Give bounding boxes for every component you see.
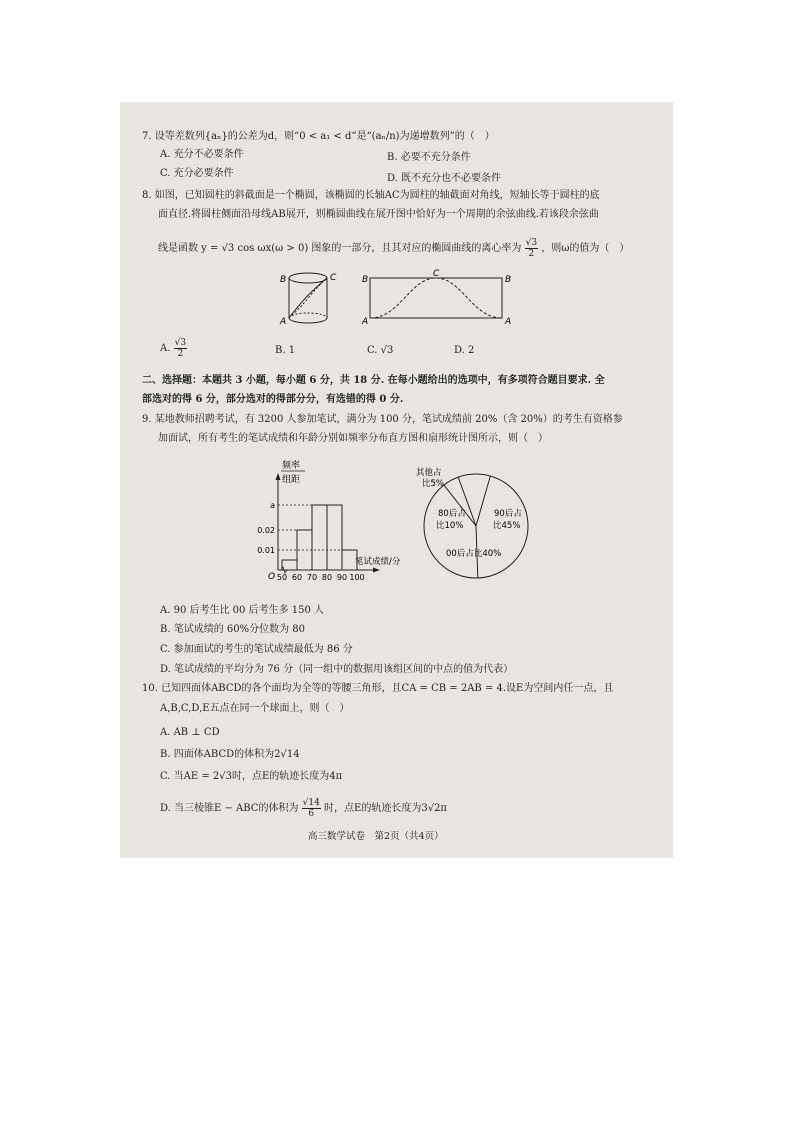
pie-slice-boundary: [444, 485, 476, 526]
cyl-label-c: C: [330, 273, 337, 283]
exam-page: [120, 102, 673, 858]
q8-line2: 面直径.将圆柱侧面沿母线AB展开，则椭圆曲线在展开图中恰好为一个周期的余弦曲线.若该段余弦曲: [158, 209, 599, 220]
q8-option-a-label: A.: [160, 343, 171, 354]
q10-option-d-num: √14: [302, 798, 320, 808]
q8-option-a-den: 2: [177, 349, 184, 359]
histogram-x-tick-label: 100: [349, 573, 365, 582]
q8-line3b: ，则ω的值为（ ）: [541, 243, 630, 254]
histogram-x-tick-label: 90: [336, 573, 348, 582]
q10-option-d: [160, 798, 447, 819]
q9-option-b: B. 笔试成绩的 60%分位数为 80: [160, 624, 306, 635]
q10-line2: A,B,C,D,E五点在同一个球面上，则（ ）: [160, 703, 350, 714]
histogram-bar: [327, 505, 342, 570]
q10-option-c: C. 当AE = 2√3时，点E的轨迹长度为4π: [160, 771, 343, 782]
histogram-x-tick-label: 60: [291, 573, 303, 582]
histogram-ylabel-bottom: 组距: [282, 475, 301, 485]
q10-option-d-pre: D. 当三棱锥E − ABC的体积为: [160, 803, 299, 814]
section2-line1: 二、选择题：本题共 3 小题，每小题 6 分，共 18 分. 在每小题给出的选项中，有多项符合题目要求. 全: [142, 375, 605, 386]
q10-option-b: B. 四面体ABCD的体积为2√14: [160, 749, 300, 760]
q8-option-d: D. 2: [454, 345, 475, 356]
cyl-label-a: A: [280, 317, 287, 327]
q8-line3a: 线是函数 y = √3 cos ωx(ω > 0) 图象的一部分，且其对应的椭圆曲线的离心率为: [158, 243, 522, 254]
pie-label-90s: [493, 508, 522, 531]
x-axis-arrow: [373, 568, 380, 573]
histogram-guides: [278, 505, 342, 550]
q10-option-a: A. AB ⊥ CD: [160, 727, 220, 738]
histogram-x-tick-label: 50: [276, 573, 288, 582]
pie-label-other-line1: 其他占: [416, 468, 442, 478]
q9-line1: 9. 某地教师招聘考试，有 3200 人参加笔试，满分为 100 分，笔试成绩前 20%（含 20%）的考生有资格参: [142, 414, 623, 425]
q8-option-a-fraction: [174, 338, 187, 359]
pie-label-80s: [436, 508, 466, 531]
cylinder-figure: [289, 273, 327, 323]
page-footer: 高三数学试卷 第2页（共4页）: [308, 831, 444, 842]
histogram-y-tick-label: 0.02: [257, 526, 275, 535]
q7-option-a: A. 充分不必要条件: [160, 149, 244, 160]
histogram-y-tick-label: a: [270, 501, 275, 510]
histogram-x-tick-label: 70: [306, 573, 318, 582]
pie-label-other: [416, 467, 444, 489]
histogram-ylabel-top: 频率: [282, 461, 301, 471]
unroll-label-a-right: A: [505, 317, 512, 327]
pie-label-80s-line1: 80后占: [438, 509, 466, 519]
q8-eccentricity-fraction: [525, 238, 538, 259]
q8-frac-den: 2: [528, 249, 535, 259]
unroll-label-b-left: B: [362, 275, 369, 285]
histogram-origin: O: [268, 572, 276, 582]
histogram-bars: [282, 505, 357, 570]
q9-option-c: C. 参加面试的考生的笔试成绩最低为 86 分: [160, 644, 353, 655]
q7-option-d: D. 既不充分也不必要条件: [387, 173, 502, 184]
unroll-label-b-right: B: [505, 275, 512, 285]
section2-line2: 部选对的得 6 分，部分选对的得部分分，有选错的得 0 分.: [142, 394, 404, 405]
q8-line3: [158, 238, 629, 259]
q9-option-d: D. 笔试成绩的平均分为 76 分（同一组中的数据用该组区间的中点的值为代表）: [160, 664, 514, 675]
pie-label-90s-line2: 比45%: [493, 521, 521, 531]
q8-option-b: B. 1: [275, 345, 296, 356]
q7-option-c: C. 充分必要条件: [160, 168, 234, 179]
q8-option-c: C. √3: [367, 345, 394, 356]
q8-frac-num: √3: [525, 238, 538, 248]
pie-label-80s-line2: 比10%: [436, 521, 464, 531]
pie-label-00s: 00后占比40%: [446, 549, 502, 559]
pie-chart: [396, 458, 556, 584]
q9-line2: 加面试，所有考生的笔试成绩和年龄分别如频率分布直方图和扇形统计图所示，则（ ）: [158, 433, 548, 444]
q10-option-d-fraction: [302, 798, 321, 819]
q8-figure: [280, 268, 520, 330]
histogram-bar: [312, 505, 327, 570]
histogram-y-ticks: [257, 501, 275, 555]
q8-line1: 8. 如图，已知圆柱的斜截面是一个椭圆，该椭圆的长轴AC为圆柱的轴截面对角线，短轴长等于圆柱的底: [142, 190, 600, 201]
histogram-x-ticks: [277, 573, 365, 582]
histogram-y-tick-label: 0.01: [257, 546, 275, 555]
unrolled-figure: [370, 278, 502, 318]
q7-stem: 7. 设等差数列{aₙ}的公差为d，则“0 < a₁ < d”是“(aₙ/n)为递增数列”的（ ）: [142, 131, 495, 142]
histogram-bar: [282, 560, 297, 570]
q8-option-a-num: √3: [174, 338, 187, 348]
pie-slice-boundary: [476, 476, 490, 526]
unroll-label-c: C: [433, 269, 440, 279]
q10-option-d-post: 时，点E的轨迹长度为3√2π: [324, 803, 447, 814]
pie-label-90s-line1: 90后占: [494, 509, 522, 519]
q7-option-b: B. 必要不充分条件: [387, 152, 471, 163]
q10-option-d-den: 6: [308, 809, 315, 819]
y-axis-arrow: [276, 473, 281, 480]
q10-line1: 10. 已知四面体ABCD的各个面均为全等的等腰三角形，且CA = CB = 2AB = 4.设E为空间内任一点，且: [142, 683, 614, 694]
q8-option-a: [160, 338, 187, 359]
histogram-chart: [250, 458, 401, 584]
pie-label-other-line2: 比5%: [422, 479, 444, 489]
q9-option-a: A. 90 后考生比 00 后考生多 150 人: [160, 605, 325, 616]
histogram-x-tick-label: 80: [321, 573, 333, 582]
histogram-xlabel: 笔试成绩/分: [355, 557, 401, 567]
cyl-label-b: B: [280, 275, 287, 285]
unroll-label-a-left: A: [362, 317, 369, 327]
